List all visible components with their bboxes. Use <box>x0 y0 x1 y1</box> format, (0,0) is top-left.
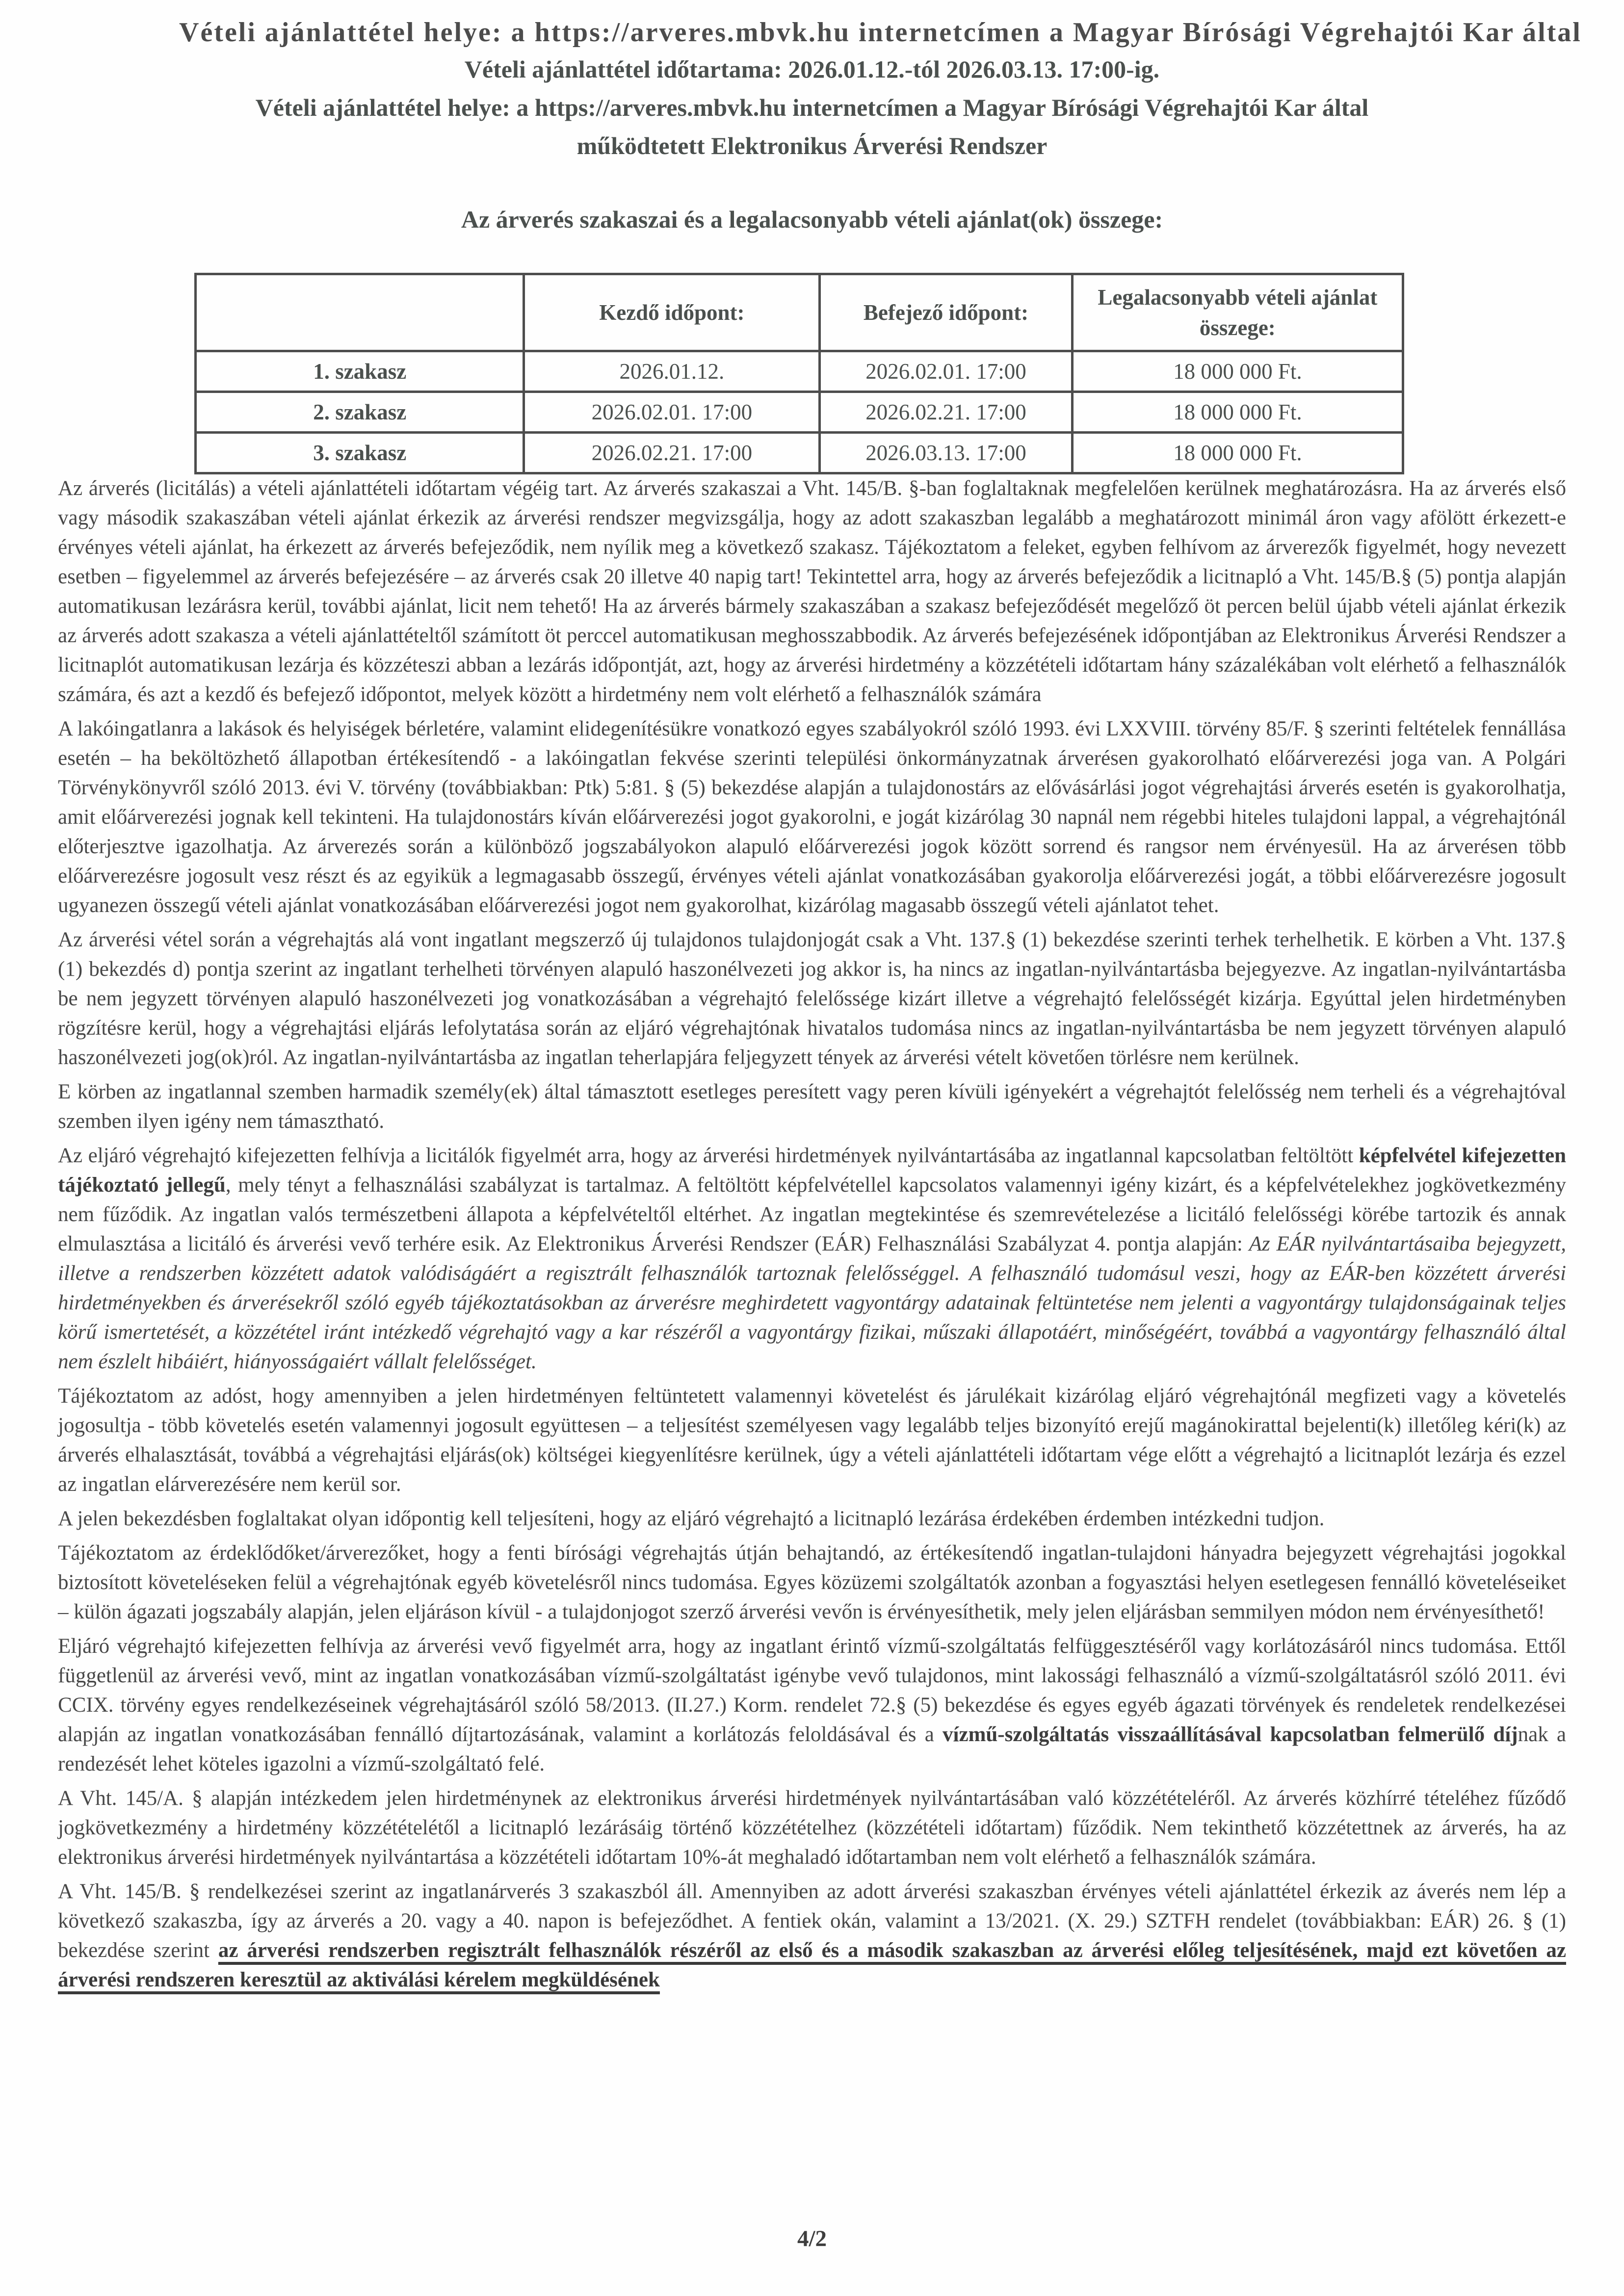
text-run-normal: Eljáró végrehajtó kifejezetten felhívja az árverési vevő figyelmét arra, hogy az ingatlant érintő vízmű-szolgáltatás felfüggesztéséről vagy korlátozásáról nincs tudomása. Ettől függetlenül az árverési vevő, mint az ingatlan vonatkozásában vízmű-szolgáltatást igénybe vevő tulajdonos, mint lakossági felhasználó a vízmű-szolgáltatásról szóló 2011. évi CCIX. törvény egyes rendelkezéseinek végrehajtásáról szóló 58/2013. (II.27.) Korm. rendelet 72.§ (5) bekezdése és egyes egyéb ágazati törvények és rendeletek rendelkezései alapján az ingatlan vonatkozásában fennálló díjtartozásának, valamint a korlátozás feloldásával és a <box>58 1635 1566 1746</box>
paragraph <box>58 1784 1566 1872</box>
document-header <box>0 50 1624 165</box>
text-run-normal: A jelen bekezdésben foglaltakat olyan időpontig kell teljesíteni, hogy az eljáró végrehajtó a licitnapló lezárása érdekében érdemben intézkedni tudjon. <box>58 1507 1325 1530</box>
row-label: 3. szakasz <box>196 433 524 473</box>
text-run-normal: A Vht. 145/A. § alapján intézkedem jelen hirdetménynek az elektronikus árverési hirdetmények nyilvántartásában való közzétételéről. Az árverés közhírré tételéhez fűződő jogkövetkezmény a hirdetmény közzétételétől a licitnapló lezárásáig történő közzétételhez (közzétételi időtartam) fűződik. Nem tekinthető közzétettnek az árverés, ha az elektronikus árverési hirdetmények nyilvántartása a közzétételi időtartam 10%-át meghaladó időtartamban nem volt elérhető a felhasználók számára. <box>58 1787 1566 1869</box>
cell-end-time: 2026.02.01. 17:00 <box>820 351 1072 392</box>
paragraph <box>58 1539 1566 1627</box>
text-run-normal: Az árverés (licitálás) a vételi ajánlattételi időtartam végéig tart. Az árverés szakaszai a Vht. 145/B. §-ban foglaltaknak megfelelően kerülnek meghatározásra. Ha az árverés első vagy második szakaszában vételi ajánlat érkezik az árverési rendszer megvizsgálja, hogy az adott szakaszban legalább a meghatározott minimál áron vagy afölött érkezett-e érvényes vételi ajánlat, ha érkezett az árverés befejeződik, nem nyílik meg a következő szakasz. Tájékoztatom a feleket, egyben felhívom az árverezők figyelmét, hogy nevezett esetben – figyelemmel az árverés befejezésére – az árverés csak 20 illetve 40 napig tart! Tekintettel arra, hogy az árverés befejeződik a licitnapló a Vht. 145/B.§ (5) pontja alapján automatikusan lezárásra kerül, további ajánlat, licit nem tehető! Ha az árverés bármely szakaszában a szakasz befejeződését megelőző öt percen belül újabb vételi ajánlat érkezik az árverés adott szakasza a vételi ajánlattételtől számított öt perccel automatikusan meghosszabbodik. Az árverés befejezésének időpontjában az Elektronikus Árverési Rendszer a licitnaplót automatikusan lezárja és közzéteszi abban a lezárás időpontját, azt, hogy az árverési hirdetmény a közzétételi időtartam hány százalékában volt elérhető a felhasználók számára, és azt a kezdő és befejező időpontot, melyek között a hirdetmény nem volt elérhető a felhasználók számára <box>58 477 1566 706</box>
table-row <box>196 433 1403 473</box>
text-run-normal: Az árverési vétel során a végrehajtás alá vont ingatlant megszerző új tulajdonos tulajdonjogát csak a Vht. 137.§ (1) bekezdése szerinti terhek terhelhetik. E körben a Vht. 137.§ (1) bekezdés d) pontja szerint az ingatlant terhelheti törvényen alapuló haszonélvezeti jog akkor is, ha nincs az ingatlan-nyilvántartásba bejegyezve. Az ingatlan-nyilvántartásba be nem jegyzett törvényen alapuló haszonélvezeti jog vonatkozásában a végrehajtó felelőssége kizárt illetve a végrehajtó felelősségét kizárja. Egyúttal jelen hirdetményben rögzítésre kerül, hogy a végrehajtási eljárás lefolytatása során az eljáró végrehajtónak hivatalos tudomása nincs az ingatlan-nyilvántartásba be nem jegyzett törvényen alapuló haszonélvezeti jog(ok)ról. Az ingatlan-nyilvántartásba az ingatlan teherlapjára feljegyzett tények az árverési vételt követően törlésre nem kerülnek. <box>58 928 1566 1069</box>
paragraph <box>58 1382 1566 1499</box>
header-line-system-name: működtetett Elektronikus Árverési Rendszer <box>576 132 1048 159</box>
cell-start-time: 2026.02.21. 17:00 <box>524 433 820 473</box>
paragraph <box>58 1504 1566 1534</box>
table-header-row <box>196 274 1403 351</box>
cell-end-time: 2026.03.13. 17:00 <box>820 433 1072 473</box>
page-number: 4/2 <box>797 2226 827 2251</box>
paragraph <box>58 1077 1566 1136</box>
table-row <box>196 351 1403 392</box>
paragraph <box>58 1141 1566 1377</box>
text-run-normal: A Vht. 145/B. § rendelkezései szerint az ingatlanárverés 3 szakaszból áll. Amennyiben az adott árverési szakaszban érvényes vételi ajánlattétel érkezik az áverés nem lép a következő szakaszba, így az árverés a 20. vagy a 40. napon is befejeződhet. A fentiek okán, valamint a 13/2021. (X. 29.) SZTFH rendelet (továbbiakban: EÁR) 26. § (1) bekezdése szerint <box>58 1880 1566 1962</box>
cell-start-time: 2026.02.01. 17:00 <box>524 392 820 433</box>
paragraph <box>58 474 1566 709</box>
table-row <box>196 392 1403 433</box>
text-run-bold: vízmű-szolgáltatás visszaállításával kapcsolatban felmerülő díj <box>943 1723 1518 1746</box>
cell-min-bid: 18 000 000 Ft. <box>1072 351 1403 392</box>
auction-stages-table <box>194 273 1404 474</box>
cell-min-bid: 18 000 000 Ft. <box>1072 433 1403 473</box>
table-column-header-1: Kezdő időpont: <box>524 274 820 351</box>
row-label: 2. szakasz <box>196 392 524 433</box>
table-column-header-2: Befejező időpont: <box>820 274 1072 351</box>
row-label: 1. szakasz <box>196 351 524 392</box>
body-paragraphs <box>58 474 1566 2000</box>
cell-end-time: 2026.02.21. 17:00 <box>820 392 1072 433</box>
text-run-normal: A lakóingatlanra a lakások és helyiségek bérletére, valamint elidegenítésükre vonatkozó egyes szabályokról szóló 1993. évi LXXVIII. törvény 85/F. § szerinti feltételek fennállása esetén – ha beköltözhető állapotban értékesítendő - a lakóingatlan fekvése szerinti települési önkormányzatnak árverésen gyakorolható előárverezési joga van. A Polgári Törvénykönyvről szóló 2013. évi V. törvény (továbbiakban: Ptk) 5:81. § (5) bekezdése alapján a tulajdonostárs az elővásárlási jogot végrehajtási árverés esetén is gyakorolhatja, amit előárverezési jognak kell tekinteni. Ha tulajdonostárs kíván előárverezési jogot gyakorolni, e jogát kizárólag 30 napnál nem régebbi hiteles tulajdoni lappal, a végrehajtónál előterjesztve igazolhatja. Az árverezés során a különböző jogszabályokon alapuló előárverezési jogok között sorrend és rangsor nem érvényesül. Ha az árverésen több előárverezésre jogosult vesz részt és az egyikük a legmagasabb összegű, érvényes vételi ajánlat vonatkozásában gyakorolja előárverezési jogát, a többi előárverezésre jogosult ugyanezen összegű vételi ajánlat vonatkozásában előárverezési jogot nem gyakorolhat, kizárólag magasabb összegű vételi ajánlatot tehet. <box>58 717 1566 917</box>
paragraph <box>58 925 1566 1072</box>
text-run-bold: képfelvétel kifejezetten tájékoztató jellegű <box>58 1144 1566 1197</box>
text-run-normal: E körben az ingatlannal szemben harmadik személy(ek) által támasztott esetleges peresített vagy peren kívüli igényekért a végrehajtót felelősség nem terheli és a végrehajtóval szemben ilyen igény nem támasztható. <box>58 1080 1566 1133</box>
text-run-normal: Tájékoztatom az adóst, hogy amennyiben a jelen hirdetményen feltüntetett valamennyi követelést és járulékait kizárólag eljáró végrehajtónál megfizeti vagy a követelés jogosultja - több követelés esetén valamennyi jogosult együttesen – a teljesítést személyesen vagy legalább teljes bizonyító erejű magánokirattal bejelenti(k) illetőleg kéri(k) az árverés elhalasztását, továbbá a végrehajtási eljárás(ok) költségei kiegyenlítésre kerülnek, úgy a vételi ajánlattételi időtartam vége előtt a végrehajtó a licitnaplót lezárja és ezzel az ingatlan elárverezésére nem kerül sor. <box>58 1384 1566 1496</box>
text-run-normal: Az eljáró végrehajtó kifejezetten felhívja a licitálók figyelmét arra, hogy az árverési hirdetmények nyilvántartásába az ingatlannal kapcsolatban feltöltött <box>58 1144 1359 1167</box>
text-run-boldu: az árverési rendszerben regisztrált felhasználók részéről az első és a második szakaszban az árverési előleg teljesítésének, majd ezt követően az árverési rendszeren keresztül az aktiválási kérelem megküldésének <box>58 1939 1566 1991</box>
cell-start-time: 2026.01.12. <box>524 351 820 392</box>
text-run-italic: Az EÁR nyilvántartásaiba bejegyzett, illetve a rendszerben közzétett adatok valódiságáért a regisztrált felhasználók tartoznak felelősséggel. A felhasználó tudomásul veszi, hogy az EÁR-ben közzétett árverési hirdetményekben és árverésekről szóló egyéb tájékoztatásokban az árverésre meghirdetett vagyontárgy adatainak feltüntetése nem jelenti a vagyontárgy tulajdonságainak teljes körű ismertetését, a közzététel iránt intézkedő végrehajtó vagy a kar részéről a vagyontárgy fizikai, műszaki állapotáért, minőségéért, továbbá a vagyontárgy felhasználó által nem észlelt hibáiért, hiányosságaiért vállalt felelősséget. <box>58 1232 1567 1373</box>
header-line-offer-period: Vételi ajánlattétel időtartama: 2026.01.12.-tól 2026.03.13. 17:00-ig. <box>464 55 1160 83</box>
table-column-header-3: Legalacsonyabb vételi ajánlat összege: <box>1072 274 1403 351</box>
section-title: Az árverés szakaszai és a legalacsonyabb vételi ajánlat(ok) összege: <box>461 206 1163 233</box>
table-column-header-0 <box>196 274 524 351</box>
cell-min-bid: 18 000 000 Ft. <box>1072 392 1403 433</box>
paragraph <box>58 1877 1566 1995</box>
paragraph <box>58 714 1566 920</box>
text-run-normal: , mely tényt a felhasználási szabályzat is tartalmaz. A feltöltött képfelvétellel kapcsolatos valamennyi igény kizárt, és a képfelvételekhez jogkövetkezmény nem fűződik. Az ingatlan valós természetbeni állapota a képfelvételtől eltérhet. Az ingatlan megtekintése és szemrevételezése a licitáló felelősségi körébe tartozik és annak elmulasztása a licitáló és árverési vevő terhére esik. Az Elektronikus Árverési Rendszer (EÁR) Felhasználási Szabályzat 4. pontja alapján: <box>58 1174 1566 1255</box>
header-line-offer-place: Vételi ajánlattétel helye: a https://arveres.mbvk.hu internetcímen a Magyar Bírósági Végrehajtói Kar által <box>255 94 1369 121</box>
paragraph <box>58 1632 1566 1779</box>
table-body <box>196 351 1403 473</box>
cropped-text-artifact-glyphs: Vételi ajánlattétel helye: a https://arveres.mbvk.hu internetcímen a Magyar Bírósági Végrehajtói Kar által <box>179 17 1582 48</box>
text-run-normal: Tájékoztatom az érdeklődőket/árverezőket, hogy a fenti bírósági végrehajtás útján behajtandó, az értékesítendő ingatlan-tulajdoni hányadra bejegyzett végrehajtási jogokkal biztosított követeléseken felül a végrehajtónak egyéb követelésről nincs tudomása. Egyes közüzemi szolgáltatók azonban a fogyasztási helyen esetlegesen fennálló követeléseiket – külön ágazati jogszabály alapján, jelen eljáráson kívül - a tulajdonjogot szerző árverési vevőn is érvényesíthetik, mely jelen eljárásban semmilyen módon nem érvényesíthető! <box>58 1541 1566 1623</box>
text-run-normal: nak a rendezését lehet köteles igazolni a vízmű-szolgáltató felé. <box>58 1723 1567 1775</box>
